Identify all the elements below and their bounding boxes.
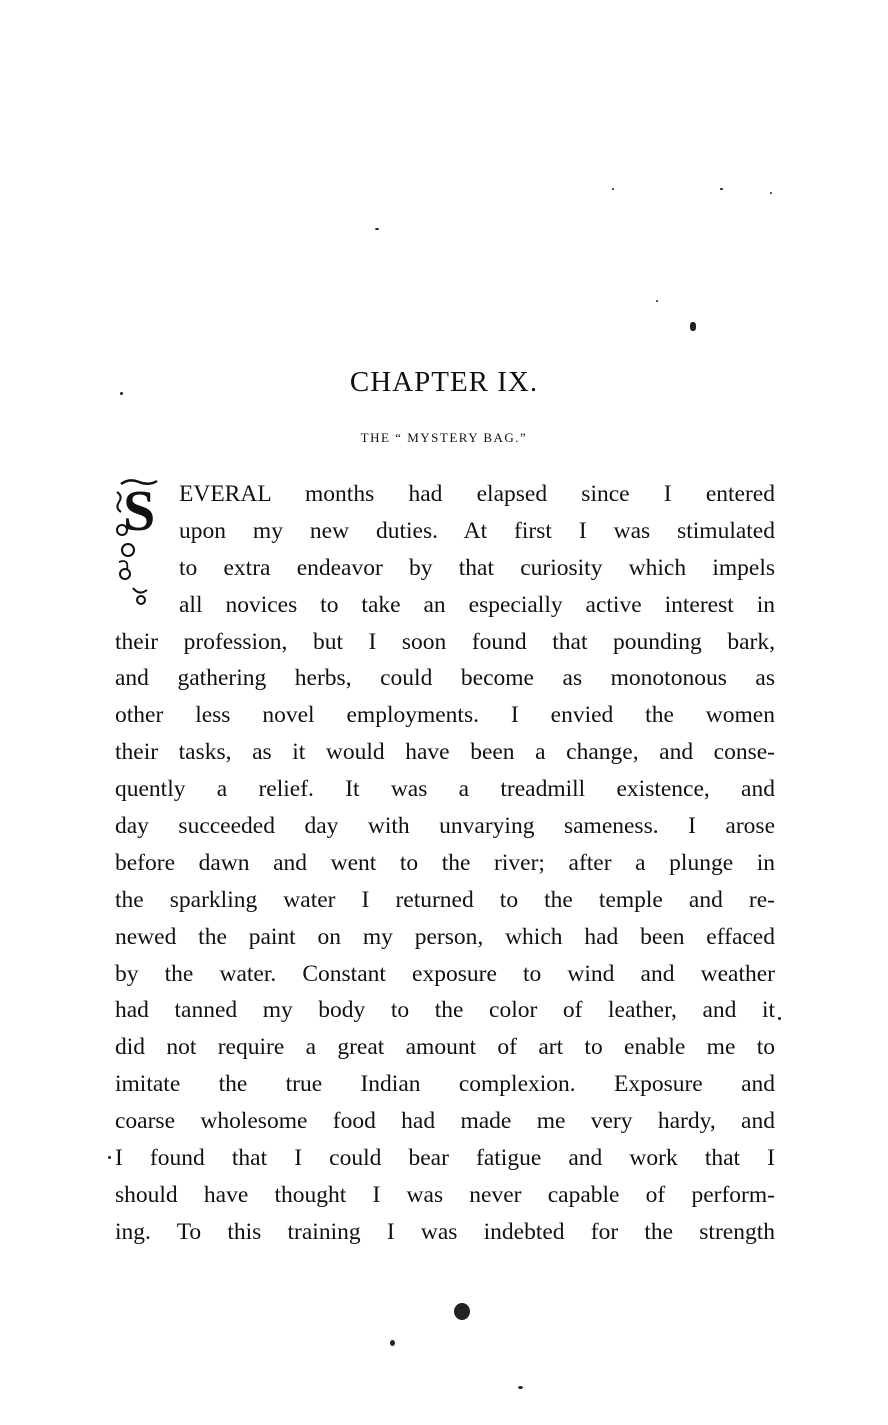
text-line: upon my new duties. At first I was stimulated: [179, 517, 775, 544]
text-line: imitate the true Indian complexion. Exposure and: [115, 1071, 775, 1098]
dropcap-letter: S: [123, 478, 156, 543]
text-line: the sparkling water I returned to the temple and re-: [115, 886, 775, 913]
text-line: and gathering herbs, could become as monotonous as: [115, 665, 775, 692]
scan-speck: [108, 1156, 111, 1159]
scan-speck: [690, 322, 696, 331]
scan-speck: [390, 1340, 395, 1346]
scan-speck: [720, 188, 723, 190]
scan-speck: [454, 1303, 470, 1320]
text-line: EVERAL months had elapsed since I entered: [179, 481, 775, 507]
chapter-title: CHAPTER IX.: [349, 366, 539, 398]
text-line: other less novel employments. I envied the women: [115, 702, 775, 729]
text-line: had tanned my body to the color of leather, and it: [115, 997, 775, 1024]
text-line: before dawn and went to the river; after a plunge in: [115, 849, 775, 876]
body-text: [115, 476, 775, 1251]
text-line: did not require a great amount of art to enable me to: [115, 1034, 775, 1061]
scan-speck: [778, 1017, 781, 1020]
text-line: coarse wholesome food had made me very hardy, and: [115, 1108, 775, 1135]
text-line: their profession, but I soon found that pounding bark,: [115, 628, 775, 655]
text-line: to extra endeavor by that curiosity which impels: [179, 554, 775, 581]
text-line: should have thought I was never capable of perform-: [115, 1181, 775, 1208]
scan-speck: [656, 300, 658, 302]
scan-speck: [518, 1386, 523, 1389]
text-line: by the water. Constant exposure to wind and weather: [115, 960, 775, 987]
text-line: ing. To this training I was indebted for the strength: [115, 1218, 775, 1245]
text-line: their tasks, as it would have been a change, and conse-: [115, 739, 775, 766]
text-line: all novices to take an especially active interest in: [179, 591, 775, 618]
scan-speck: [612, 188, 614, 190]
scan-speck: [375, 228, 379, 230]
chapter-subtitle: THE “ MYSTERY BAG.”: [360, 430, 528, 445]
scan-speck: [770, 192, 772, 194]
text-line: day succeeded day with unvarying sameness. I arose: [115, 813, 775, 840]
text-line: newed the paint on my person, which had been effaced: [115, 923, 775, 950]
text-line: I found that I could bear fatigue and work that I: [115, 1145, 775, 1172]
text-line: quently a relief. It was a treadmill existence, and: [115, 776, 775, 803]
